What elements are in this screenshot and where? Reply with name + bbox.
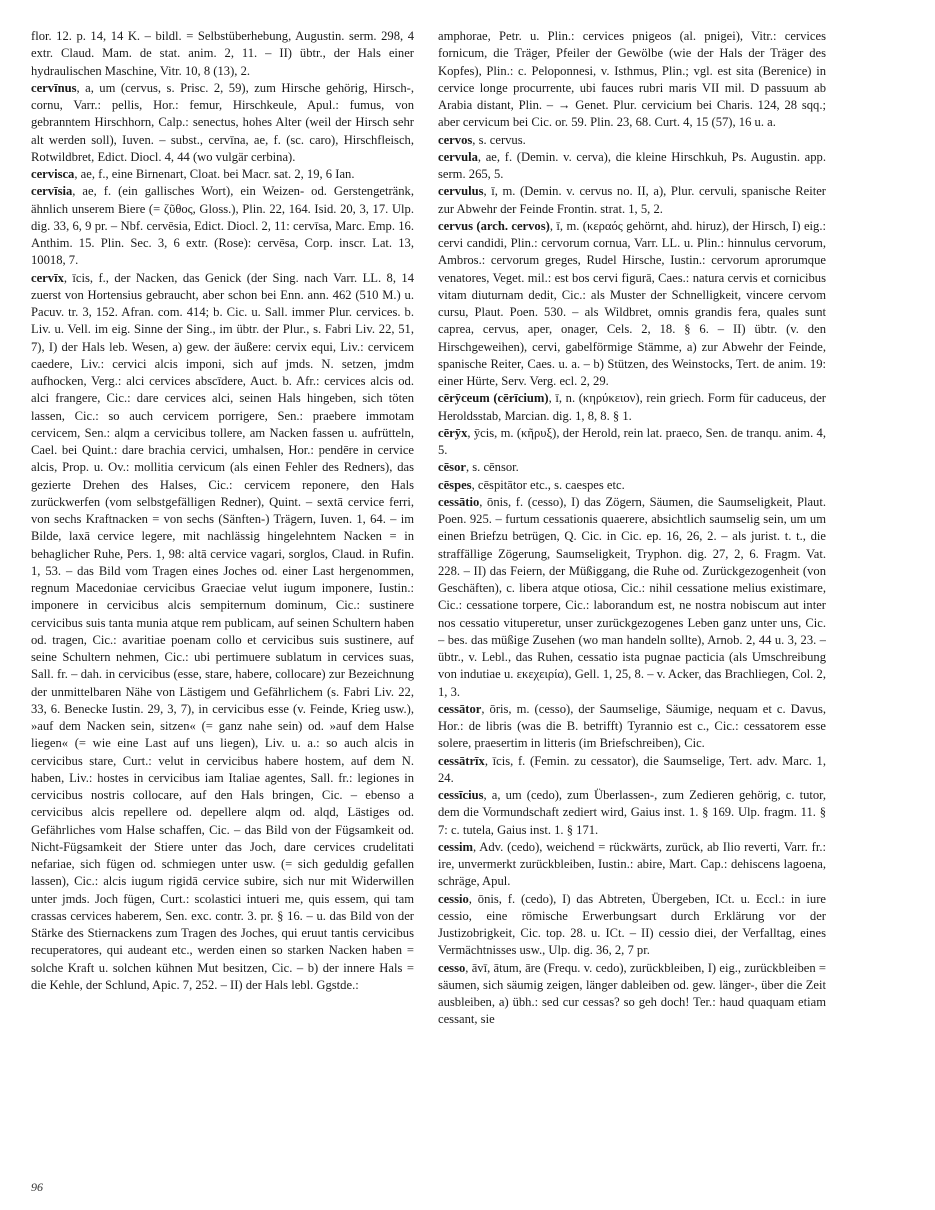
entry-ceryx: cērȳx, ȳcis, m. (κῆρυξ), der Herold, rein lat. praeco, Sen. de tranqu. anim. 4, 5. bbox=[438, 425, 826, 457]
entry-cervix: cervīx, īcis, f., der Nacken, das Genick (der Sing. nach Varr. LL. 8, 14 zuerst von Hortensius gebraucht, aber schon bei Enn. ann. 462 (510 M.) u. Pacuv. tr. 3, 152. Afran. com. 414; b. Cic. u. Sall. immer Plur. cervices. b. Liv. u. Vell. im eig. Sinne der Sing., im übtr. der Plur., s. Fabri Liv. 22, 51, 7), I) der Hals leb. Wesen, a) gew. der äußere: cervix equi, Liv.: cervicem caedere, Liv.: cervici alcis imponi, sich auf jmds. N. setzen, jmdm aufhocken, Verg.: alci cervices abscīdere, Auct. b. Afr.: cervices alcis od. alci frangere, Cic.: dare cervices alci, seinen Hals hingeben, sich töten lassen, Cic.: so auch cervicem porrigere, Sen.: praebere immotam cervicem, Sen.: alqm a cervicibus tollere, am Nacken fassen u. aufrütteln, Cael. bei Quint.: dare brachia cervici, umhalsen, Hor.: pendēre in cervice alcis, Prop. u. Ov.: mollitia cervicum (als einen Fehler des Redners), das gezierte Drehen des Halses, Cic.: cervicem reponere, den Hals zurückwerfen (vom selbstgefälligen Redner), Quint. – sextā cervice ferri, von sechs Kraftnacken = von sechs (Sänften-) Trägern, Iuven. 1, 64. – im Bilde, laxā cervice legere, mit nachlässig hingelehntem Nacken = in behaglicher Ruhe, Pers. 1, 98: altā cervice vagari, sorglos, Claud. in Rufin. 1, 53. – das Bild vom Tragen eines Joches od. einer Last hergenommen, regnum Macedoniae cervicibus Graeciae velut iugum imponere, Iustin.: imponere in cervicibus alcis sempiternum dominum, Cic.: sustinere cervicibus suis tanta munia atque rem publicam, auf seinen Schultern haben od. tragen, Cic.: avaritiae poenam collo et cervicibus suis sustinere, auf seine Schultern nehmen, Cic.: ubi pertimuere sublatum in cervices suas, Sall. fr. – dah. in cervicibus (esse, stare, habere, collocare) zur Bezeichnung der unmittelbaren Nähe von Lästigem und Gefährlichem (s. Fabri Liv. 22, 33, 6. Benecke Iustin. 29, 3, 7), in cervicibus esse (v. Feinde, Krieg usw.), »auf dem Nacken sein, sitzen« (= ganz nahe sein) od. »auf dem Halse liegen« (= wie eine Last auf uns liegen), Liv. u. a.: so auch alcis in cervicibus stare, Curt.: velut in cervicibus habere hostem, auf dem N. haben, Liv.: hostes in cervicibus iam Italiae agentes, Sall. fr.: legiones in cervicibus nostris collocare, auf den Hals bringen, Cic. – ebenso a cervicibus alcis repellere od. depellere alqm od. alqd, Lästiges od. Gefährliches vom Halse schaffen, Cic. – das Bild von der Fügsamkeit od. Nicht-Fügsamkeit der Stiere unter das Joch, dare cervices crudelitati nefariae, sich fügen od. schmiegen unter usw. (= sich geduldig gefallen lassen), Cic.: alcis iugum rigidā cervice subire, sich nur mit Widerwillen unter jmds. Joch fügen, Curt.: scolastici intueri me, quis essem, qui tam crassas cervices haberem, Sen. exc. contr. 3. pr. § 16. – u. das Bild von der Stärke des Stiernackens zum Tragen des Joches, qui eruut tantis cervicibus recuperatores, qui audeant etc., werden einen so starken Nacken haben = solche Kraft u. solchen kühnen Mut besitzen, Cic. – b) der innere Hals = die Kehle, der Schlund, Apic. 7, 252. – II) der Hals lebl. Ggstde.: bbox=[31, 270, 414, 992]
entry-cessator: cessātor, ōris, m. (cesso), der Saumselige, Säumige, nequam et c. Davus, Hor.: de libris (was die B. betrifft) Tyrannio est c., Cic.: cessatorem esse solere, praesertim in litteris (im Briefschreiben), Cic. bbox=[438, 701, 826, 751]
entry-cesso: cesso, āvī, ātum, āre (Frequ. v. cedo), zurückbleiben, I) eig., zurückbleiben = säumen, sich säumig zeigen, länger dableiben od. gew. länger-, über die Zeit ausbleiben, a) übh.: sed cur cessas? so geh doch! Ter.: haud quaquam etiam cessant, sie bbox=[438, 960, 826, 1027]
entry-cervisca: cervisca, ae, f., eine Birnenart, Cloat. bei Macr. sat. 2, 19, 6 Ian. bbox=[31, 167, 355, 181]
left-column bbox=[31, 28, 414, 1178]
entry-cessim: cessim, Adv. (cedo), weichend = rückwärts, zurück, ab Ilio reverti, Varr. fr.: ire, unvermerkt zurückbleiben, Iustin.: abire, Mart. Cap.: dehiscens lagoena, schräge, Apul. bbox=[438, 839, 826, 889]
entry-cervinus: cervīnus, a, um (cervus, s. Prisc. 2, 59), zum Hirsche gehörig, Hirsch-, cornu, Varr.: pellis, Hor.: femur, Hirschkeule, Apul.: fumus, von gebranntem Hirschhorn, Calp.: senectus, hohes Alter (weil der Hirsch sehr alt werden soll), Iuven. – subst., cervīna, ae, f. (sc. caro), Hirschfleisch, Rotwildbret, Edict. Diocl. 4, 44 (wo vulgär cerbina). bbox=[31, 80, 414, 164]
entry-cervix-end: amphorae, Petr. u. Plin.: cervices pnigeos (al. pnigei), Vitr.: cervices fornicum, die Träger, Pfeiler der Gewölbe (wie der Hals der Träger des Kopfes), Plin.: c. Peloponnesi, v. Isthmus, Plin.; vgl. est sita (Berenice) in cervice longe procurrente, ubi fauces rubri maris VII mil. D passuum ab Arabia distant, Plin. – → Genet. Plur. cervicium bei Charis. 124, 28 sqq.; aber cervicum bei Cic. or. 59. Plin. 23, 68. Curt. 4, 15 (57), 16 u. a. bbox=[438, 29, 826, 130]
page-number: 96 bbox=[31, 1180, 43, 1194]
entry-cessio: cessio, ōnis, f. (cedo), I) das Abtreten, Übergeben, ICt. u. Eccl.: in iure cessio, eine römische Erwerbungsart durch Erklärung vor der Justizobrigkeit, Cic. top. 28. u. ICt. – II) cessio diei, der Verfalltag, eines Vermächtnisses usw., Ulp. dig. 36, 2, 7 pr. bbox=[438, 891, 826, 958]
entry-cervula: cervula, ae, f. (Demin. v. cerva), die kleine Hirschkuh, Ps. Augustin. app. serm. 265, 5. bbox=[438, 149, 826, 181]
entry-cervulus: cervulus, ī, m. (Demin. v. cervus no. II, a), Plur. cervuli, spanische Reiter zur Abwehr der Feinde Frontin. strat. 1, 5, 2. bbox=[438, 184, 826, 216]
entry-ceryceum: cērȳceum (cērīcium), ī, n. (κηρύκειον), rein griech. Form für caduceus, der Heroldsstab, Marcian. dig. 1, 8, 8. § 1. bbox=[438, 391, 826, 423]
entry-cessatio: cessātio, ōnis, f. (cesso), I) das Zögern, Säumen, die Saumseligkeit, Plaut. Poen. 925. – furtum cessationis quaerere, absichtlich saumselig sein, um um einen Briefzu betrügen, Q. Cic. in Cic. ep. 16, 26, 2. – als jurist. t. t., die straffällige Zögerung, Saumseligkeit, Tryphon. dig. 27, 2, 6. Fragm. Vat. 228. – II) das Feiern, der Müßiggang, die Ruhe od. Zurückgezogenheit (von Geschäften), c. libera atque otiosa, Cic.: nihil cessatione melius existimare, Cic.: cessatione torpere, Cic.: laborandum est, ne nostra nobiscum aut inter nos cessatio vituperetur, unser zurückgezogenes Leben ganz unter uns, Cic. – bes. das müßige Zusehen (wo man handeln sollte), Arnob. 2, 44 u. 3, 23. – übtr., v. Lebl., das Ruhen, cessatio ista pugnae pacticia (als Umschreibung von indutiae u. εκεχειρία), Gell. 1, 25, 8. – v. Acker, das Brachliegen, Col. 2, 1, 3. bbox=[438, 494, 826, 699]
entry-cervisia: cervīsia, ae, f. (ein gallisches Wort), ein Weizen- od. Gerstengetränk, ähnlich unserem Biere (= ζῦθος, Gloss.), Plin. 22, 164. Isid. 20, 3, 17. Ulp. dig. 33, 6, 9 pr. – Nbf. cervēsia, Edict. Diocl. 2, 11: cervīsa, Marc. Emp. 16. Anthim. 15. Plin. Sec. 3, 6 extr. (Rose): cervēsa, Corp. inscr. Lat. 13, 10018, 7. bbox=[31, 184, 414, 268]
entry-cesor: cēsor, s. cēnsor. bbox=[438, 460, 519, 475]
entry-cespes: cēspes, cēspitātor etc., s. caespes etc. bbox=[438, 477, 625, 492]
entry-cessatrix: cessātrīx, īcis, f. (Femin. zu cessator), die Saumselige, Tert. adv. Marc. 1, 24. bbox=[438, 753, 826, 785]
entry-cervix-continuation: flor. 12. p. 14, 14 K. – bildl. = Selbstüberhebung, Augustin. serm. 298, 4 extr. Claud. Mam. de stat. anim. 2, 11. – II) übtr., der Hals einer hydraulischen Maschine, Vitr. 10, 8 (13), 2. bbox=[31, 29, 414, 78]
entry-cervus: cervus (arch. cervos), ī, m. (κεραός gehörnt, ahd. hiruz), der Hirsch, I) eig.: cervi candidi, Plin.: cervorum cornua, Varr. LL. u. Plin.: hinnulus cervorum, Ambros.: cervorum greges, Rudel Hirsche, Iustin.: cervorum aprorumque venatores, Veget. mil.: est bos cervi figurā, Caes.: natura cervis et cornicibus vitam diuturnam dedit, Cic.: als Muster der Schnelligkeit, vincere cervom cursu, Plaut. Poen. 530. – als Wildbret, omnis grandis fera, quales sunt caprea, cervus, aper, onager, Cels. 2, 18. § 6. – II) übtr. (v. den Hirschgeweihen), cervi, gabelförmige Stämme, a) zur Abwehr der Feinde, spanische Reiter, Caes. u. a. – b) Stützen, des Weinstocks, Tert. de anim. 19: einer Hürte, Serv. Verg. ecl. 2, 29. bbox=[438, 218, 826, 388]
entry-cessicius: cessīcius, a, um (cedo), zum Überlassen-, zum Zedieren gehörig, c. tutor, dem die Vormundschaft zediert wird, Gaius inst. 1. § 169. Ulp. fragm. 11. § 7: c. tutela, Gaius inst. 1. § 171. bbox=[438, 788, 826, 837]
entry-cervos: cervos, s. cervus. bbox=[438, 132, 526, 147]
right-column bbox=[438, 28, 826, 1178]
